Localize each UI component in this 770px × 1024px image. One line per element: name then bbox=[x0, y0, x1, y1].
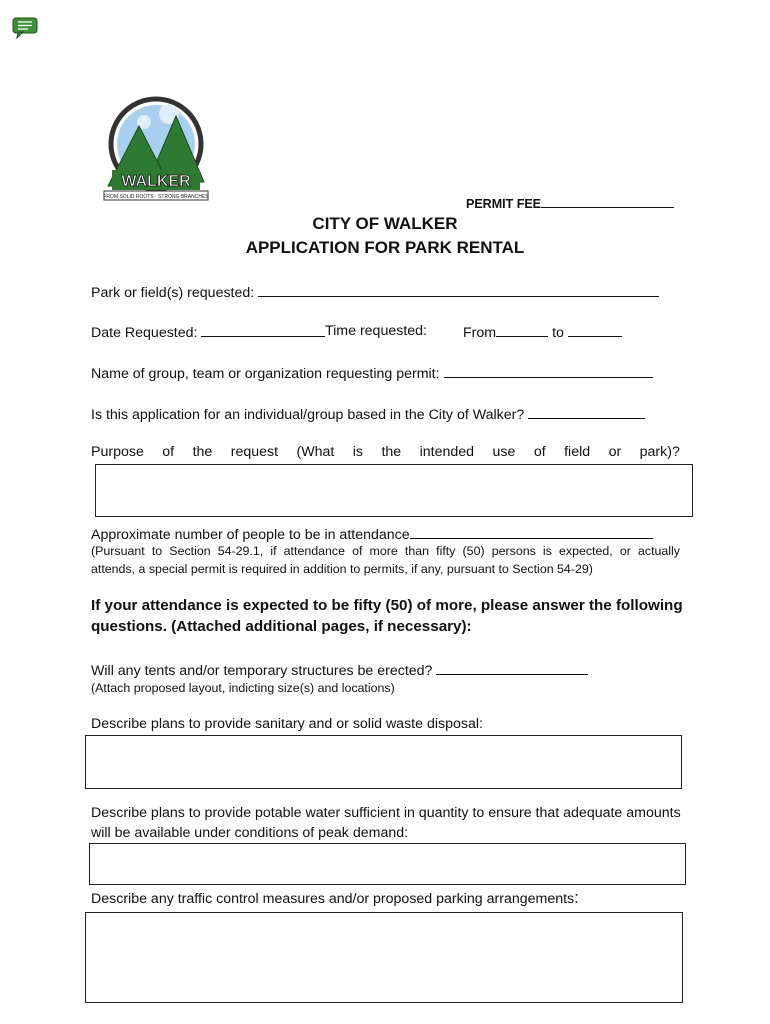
purpose-label bbox=[91, 444, 680, 460]
from-label: From bbox=[463, 325, 497, 341]
date-input-line[interactable] bbox=[201, 323, 325, 337]
permit-fee-field[interactable] bbox=[466, 196, 674, 211]
attendance-note-line1: (Pursuant to Section 54-29.1, if attendance of more than fifty (50) persons is expected, or actually bbox=[91, 544, 680, 558]
traffic-textarea[interactable] bbox=[85, 912, 683, 1003]
from-input-line[interactable] bbox=[496, 323, 548, 337]
purpose-word: or bbox=[608, 444, 622, 460]
to-input-line[interactable] bbox=[568, 323, 622, 337]
park-input-line[interactable] bbox=[258, 283, 659, 297]
walker-based-input-line[interactable] bbox=[528, 405, 645, 419]
purpose-word: (What bbox=[296, 444, 335, 460]
walker-based-label: Is this application for an individual/group based in the City of Walker? bbox=[91, 407, 525, 423]
park-field[interactable] bbox=[91, 283, 659, 301]
date-field[interactable] bbox=[91, 323, 325, 341]
purpose-word: intended bbox=[419, 444, 475, 460]
purpose-word: the bbox=[381, 444, 402, 460]
group-name-field[interactable] bbox=[91, 364, 653, 382]
permit-fee-line[interactable] bbox=[541, 196, 674, 208]
traffic-field-label bbox=[91, 888, 579, 908]
time-label: Time requested: bbox=[325, 323, 427, 339]
attendance-field[interactable] bbox=[91, 525, 653, 543]
purpose-word: use bbox=[492, 444, 516, 460]
purpose-word: field bbox=[564, 444, 591, 460]
purpose-word: Purpose bbox=[91, 444, 144, 460]
attendance-input-line[interactable] bbox=[410, 525, 653, 539]
sanitary-textarea[interactable] bbox=[85, 735, 682, 789]
purpose-word: park)? bbox=[639, 444, 680, 460]
permit-fee-label: PERMIT FEE bbox=[466, 197, 542, 211]
time-range-field[interactable] bbox=[463, 323, 622, 341]
attendance-note-line2: attends, a special permit is required in addition to permits, if any, pursuant to Section 54-29) bbox=[91, 562, 593, 576]
purpose-textarea[interactable] bbox=[95, 464, 693, 517]
sanitary-label: Describe plans to provide sanitary and or solid waste disposal: bbox=[91, 716, 483, 732]
water-label-line1: Describe plans to provide potable water sufficient in quantity to ensure that adequate amounts bbox=[91, 805, 681, 821]
attendance-label: Approximate number of people to be in attendance bbox=[91, 527, 410, 543]
form-title-application: APPLICATION FOR PARK RENTAL bbox=[245, 238, 525, 257]
chat-bubble-icon[interactable] bbox=[12, 17, 38, 37]
large-event-heading-line1: If your attendance is expected to be fifty (50) of more, please answer the following bbox=[91, 597, 683, 614]
traffic-label: Describe any traffic control measures and/or proposed parking arrangements bbox=[91, 891, 575, 907]
traffic-colon: : bbox=[574, 888, 579, 907]
date-label: Date Requested: bbox=[91, 325, 198, 341]
city-logo bbox=[94, 94, 218, 206]
large-event-heading-line2: questions. (Attached additional pages, if necessary): bbox=[91, 618, 472, 635]
purpose-word: of bbox=[162, 444, 175, 460]
water-textarea[interactable] bbox=[89, 843, 686, 885]
purpose-word: of bbox=[533, 444, 546, 460]
purpose-word: request bbox=[230, 444, 279, 460]
group-name-input-line[interactable] bbox=[444, 364, 653, 378]
water-label-line2: will be available under conditions of peak demand: bbox=[91, 825, 409, 841]
tents-field[interactable] bbox=[91, 661, 588, 679]
group-name-label: Name of group, team or organization requesting permit: bbox=[91, 366, 440, 382]
walker-based-field[interactable] bbox=[91, 405, 645, 423]
tents-input-line[interactable] bbox=[436, 661, 588, 675]
park-label: Park or field(s) requested: bbox=[91, 285, 255, 301]
tents-label: Will any tents and/or temporary structures be erected? bbox=[91, 663, 433, 679]
form-title-city: CITY OF WALKER bbox=[312, 214, 458, 233]
tents-note: (Attach proposed layout, indicting size(s) and locations) bbox=[91, 681, 395, 695]
logo-name: WALKER bbox=[121, 173, 191, 190]
to-label: to bbox=[552, 325, 564, 341]
purpose-word: is bbox=[352, 444, 364, 460]
purpose-word: the bbox=[192, 444, 213, 460]
logo-motto: FROM SOLID ROOTS · STRONG BRANCHES bbox=[103, 194, 209, 200]
